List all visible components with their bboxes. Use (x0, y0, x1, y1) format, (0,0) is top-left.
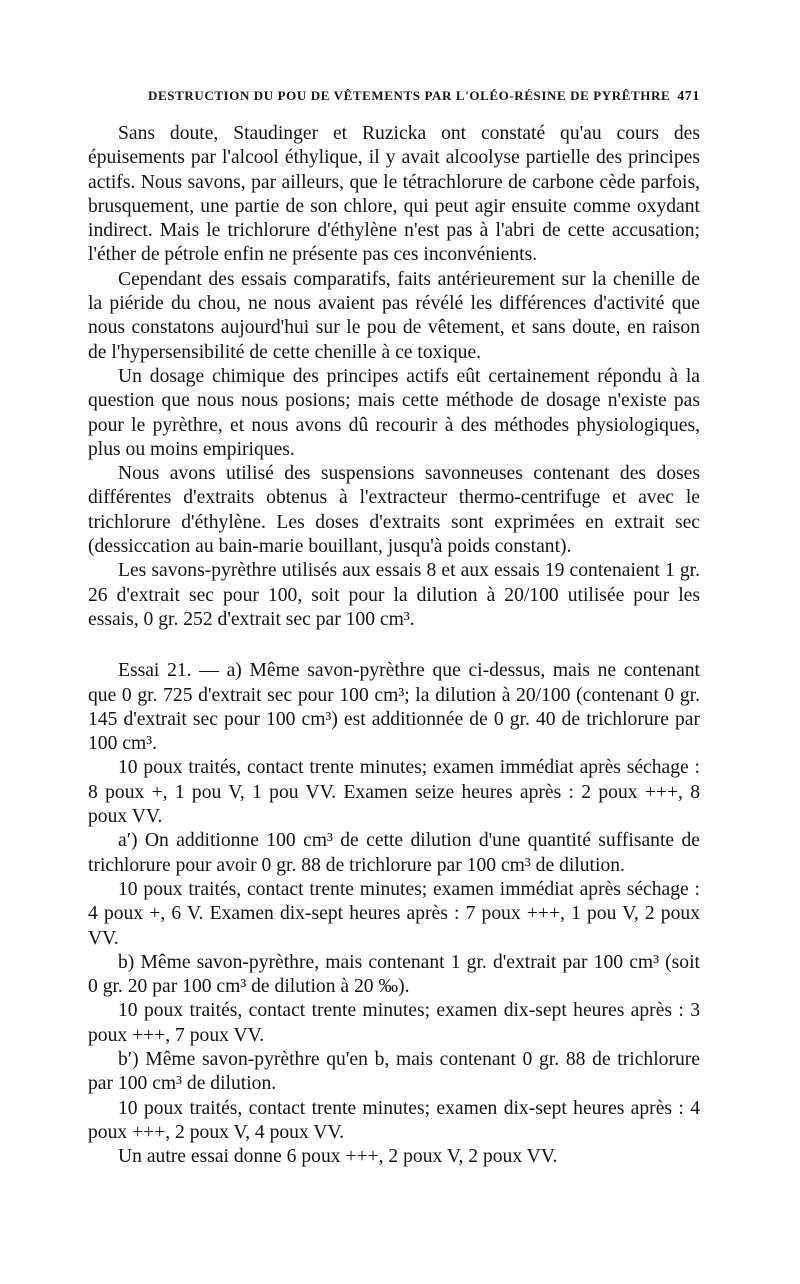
running-title: DESTRUCTION DU POU DE VÊTEMENTS PAR L'OLÉO-RÉSINE DE PYRÊTHRE (148, 88, 671, 103)
paragraph: Un autre essai donne 6 poux +++, 2 poux V, 2 poux VV. (118, 1146, 558, 1168)
paragraph: Un dosage chimique des principes actifs eût certainement répondu à la question que nous nous posions; mais cette méthode de dosage n'existe pas pour le pyrèthre, et nous avons dû recourir à des méthodes physiologiques, plus ou moins empiriques. (88, 365, 700, 460)
paragraph: b′) Même savon-pyrèthre qu'en b, mais contenant 0 gr. 88 de trichlorure par 100 cm³ de dilution. (88, 1048, 700, 1095)
paragraph: Nous avons utilisé des suspensions savonneuses contenant des doses différentes d'extraits obtenus à l'extracteur thermo-centrifuge et avec le trichlorure d'éthylène. Les doses d'extraits sont exprimées en extrait sec (dessiccation au bain-marie bouillant, jusqu'à poids constant). (88, 463, 700, 558)
paragraph: 10 poux traités, contact trente minutes; examen dix-sept heures après : 4 poux +++, 2 poux V, 4 poux VV. (88, 1097, 700, 1143)
paragraph: 10 poux traités, contact trente minutes; examen immédiat après séchage : 4 poux +, 6 V. Examen dix-sept heures après : 7 poux +++, 1 pou V, 2 poux VV. (88, 878, 700, 949)
running-head (148, 88, 700, 114)
paragraph: b) Même savon-pyrèthre, mais contenant 1 gr. d'extrait par 100 cm³ (soit 0 gr. 20 par 100 cm³ de dilution à 20 ‰). (88, 951, 700, 998)
paragraph: Les savons-pyrèthre utilisés aux essais 8 et aux essais 19 contenaient 1 gr. 26 d'extrait sec pour 100, soit pour la dilution à 20/100 utilisée pour les essais, 0 gr. 252 d'extrait sec par 100 cm³. (88, 560, 700, 630)
paragraph: a′) On additionne 100 cm³ de cette dilution d'une quantité suffisante de trichlorure pour avoir 0 gr. 88 de trichlorure par 100 cm³ de dilution. (88, 830, 700, 876)
paragraph: 10 poux traités, contact trente minutes; examen immédiat après séchage : 8 poux +, 1 pou V, 1 pou VV. Examen seize heures après : 2 poux +++, 8 poux VV. (88, 757, 700, 828)
page-number: 471 (677, 89, 700, 104)
paragraph: Sans doute, Staudinger et Ruzicka ont constaté qu'au cours des épuisements par l'alcool éthylique, il y avait alcoolyse partielle des principes actifs. Nous savons, par ailleurs, que le tétrachlorure de carbone cède parfois, brusquement, une partie de son chlore, qui peut agir ensuite comme oxydant indirect. Mais le trichlorure d'éthylène n'est pas à l'abri de cette accusation; l'éther de pétrole enfin ne présente pas ces inconvénients. (88, 123, 700, 266)
paragraph: Cependant des essais comparatifs, faits antérieurement sur la chenille de la piéride du chou, ne nous avaient pas révélé les différences d'activité que nous constatons aujourd'hui sur le pou de vêtement, et sans doute, en raison de l'hypersensibilité de cette chenille à ce toxique. (88, 268, 700, 363)
essai-heading-paragraph: Essai 21. — a) Même savon-pyrèthre que ci-dessus, mais ne contenant que 0 gr. 725 d'extrait sec pour 100 cm³; la dilution à 20/100 (contenant 0 gr. 145 d'extrait sec pour 100 cm³) est additionnée de 0 gr. 40 de trichlorure par 100 cm³. (88, 660, 700, 755)
page (88, 88, 700, 1169)
paragraph: 10 poux traités, contact trente minutes; examen dix-sept heures après : 3 poux +++, 7 poux VV. (88, 1000, 700, 1046)
body-text (88, 122, 700, 1169)
